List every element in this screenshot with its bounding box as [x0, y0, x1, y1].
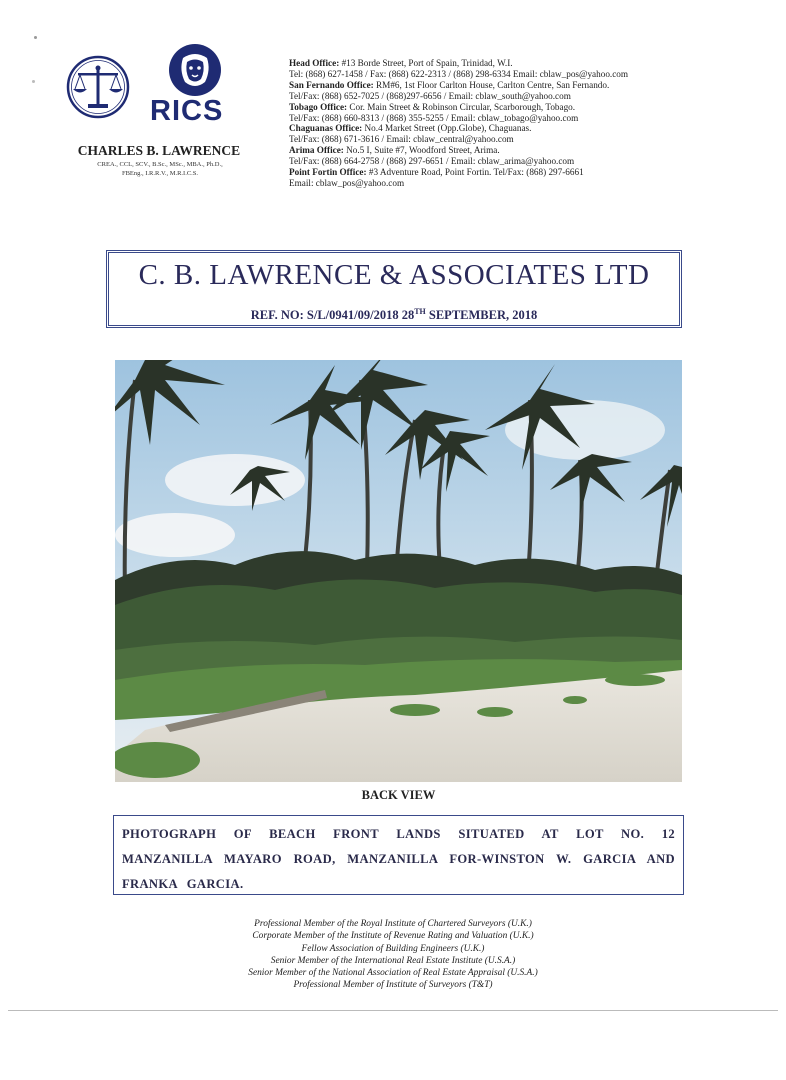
office-point-fortin: [289, 167, 709, 189]
description-box: [113, 815, 684, 895]
qualifications-line: CREA., CCL, SCV., B.Sc., MSc., MBA., Ph.D.,: [97, 161, 223, 168]
scales-of-justice-logo: [66, 55, 130, 119]
footer-divider: [8, 1010, 778, 1011]
membership-item: Fellow Association of Building Engineers (U.K.): [301, 943, 485, 954]
principal-qualifications: [62, 160, 258, 178]
office-label: Point Fortin Office:: [289, 167, 367, 178]
scan-mark: [34, 36, 37, 39]
office-contact: Tel/Fax: (868) 671-3616 / Email: cblaw_central@yahoo.com: [289, 134, 514, 145]
office-label: San Fernando Office:: [289, 79, 374, 90]
membership-item: Professional Member of Institute of Surveyors (T&T): [293, 980, 493, 991]
office-label: Head Office:: [289, 58, 340, 68]
office-contact: Tel/Fax: (868) 660-8313 / (868) 355-5255 / Email: cblaw_tobago@yahoo.com: [289, 112, 579, 123]
rics-lion-logo: [165, 42, 225, 98]
rics-wordmark: RICS: [150, 95, 224, 127]
date-ordinal: TH: [414, 307, 426, 316]
office-address: No.4 Market Street (Opp.Globe), Chaguanas.: [364, 123, 532, 134]
membership-item: Corporate Member of the Institute of Revenue Rating and Valuation (U.K.): [252, 931, 534, 942]
company-name: C. B. LAWRENCE & ASSOCIATES LTD: [138, 259, 650, 291]
title-box: [106, 250, 682, 328]
principal-name: CHARLES B. LAWRENCE: [77, 143, 241, 158]
membership-item: Senior Member of the International Real Estate Institute (U.S.A.): [270, 955, 516, 966]
office-address: Cor. Main Street & Robinson Circular, Scarborough, Tobago.: [349, 101, 576, 112]
qualifications-line: FBEng., I.R.R.V., M.R.I.C.S.: [121, 170, 199, 177]
office-chaguanas: [289, 123, 709, 145]
office-san-fernando: [289, 80, 709, 102]
office-address: #3 Adventure Road, Point Fortin. Tel/Fax: (868) 297-6661: [368, 167, 584, 178]
scan-mark: [32, 80, 35, 83]
beach-photo: [115, 360, 682, 782]
office-address: No.5 I, Suite #7, Woodford Street, Arima.: [346, 145, 500, 156]
reference-line: [109, 307, 679, 323]
office-contact: Tel/Fax: (868) 652-7025 / (868)297-6656 / Email: cblaw_south@yahoo.com: [289, 90, 571, 101]
reference-date: SEPTEMBER, 2018: [425, 308, 538, 323]
memberships-list: [0, 918, 786, 992]
office-arima: [289, 145, 709, 167]
office-contact: Tel: (868) 627-1458 / Fax: (868) 622-2313 / (868) 298-6334 Email: cblaw_pos@yahoo.com: [289, 68, 629, 79]
office-address: RM#6, 1st Floor Carlton House, Carlton Centre, San Fernando.: [376, 79, 610, 90]
membership-item: Senior Member of the National Association of Real Estate Appraisal (U.S.A.): [248, 968, 538, 979]
office-contact: Tel/Fax: (868) 664-2758 / (868) 297-6651 / Email: cblaw_arima@yahoo.com: [289, 156, 575, 167]
office-address: #13 Borde Street, Port of Spain, Trinidad, W.I.: [341, 58, 513, 68]
reference-number: REF. NO: S/L/0941/09/2018 28: [250, 308, 415, 323]
office-tobago: [289, 102, 709, 124]
office-label: Chaguanas Office:: [289, 123, 363, 134]
office-addresses: [289, 58, 709, 189]
photo-description: PHOTOGRAPH OF BEACH FRONT LANDS SITUATED AT LOT NO. 12 MANZANILLA MAYARO ROAD, MANZANILLA FOR-WINSTON W. GARCIA AND FRANKA GARCIA.: [122, 827, 675, 891]
office-head: [289, 58, 709, 80]
office-label: Tobago Office:: [289, 101, 348, 112]
office-contact: Email: cblaw_pos@yahoo.com: [289, 177, 405, 188]
membership-item: Professional Member of the Royal Institute of Chartered Surveyors (U.K.): [254, 919, 532, 929]
office-label: Arima Office:: [289, 145, 344, 156]
photo-caption: BACK VIEW: [361, 788, 436, 802]
